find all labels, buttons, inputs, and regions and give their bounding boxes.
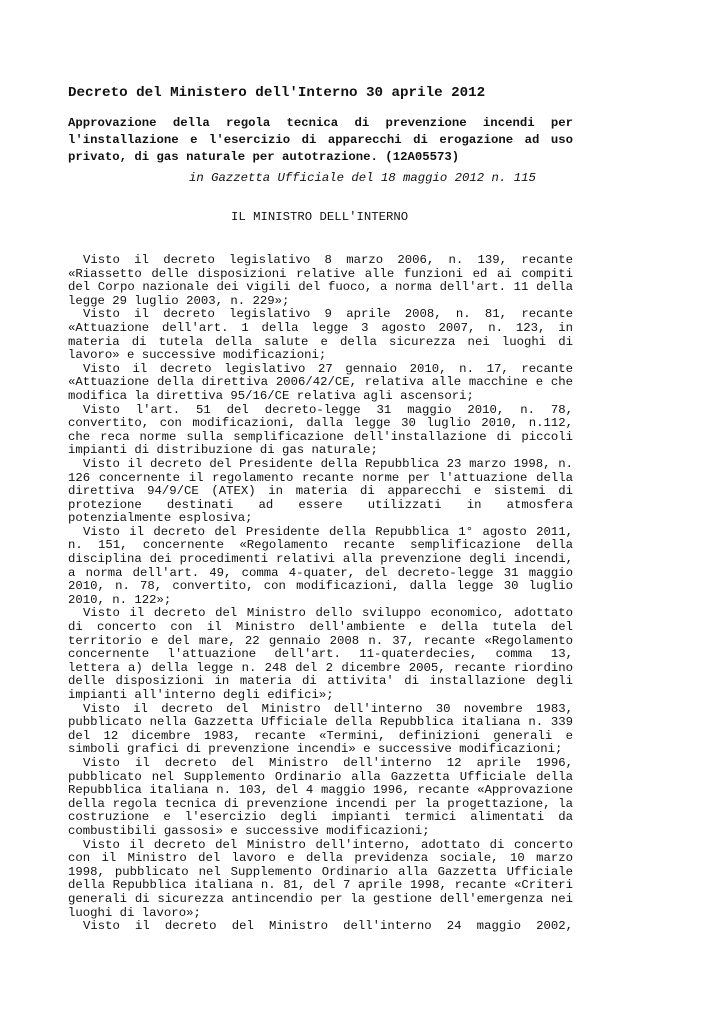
- paragraph: Visto l'art. 51 del decreto-legge 31 maggio 2010, n. 78, convertito, con modificazioni, dalla legge 30 luglio 2010, n.112, che reca norme sulla semplificazione dell'installazione di piccoli impianti di distribuzione di gas naturale;: [68, 402, 573, 458]
- decree-subtitle: Approvazione della regola tecnica di prevenzione incendi per l'installazione e l'esercizio di apparecchi di erogazione ad uso privato, di gas naturale per autotrazione. (12A05573): [68, 116, 573, 164]
- paragraph: Visto il decreto del Ministro dell'interno 24 maggio 2002,: [83, 919, 573, 934]
- paragraph: Visto il decreto legislativo 27 gennaio 2010, n. 17, recante «Attuazione della direttiva 2006/42/CE, relativa alle macchine e che modifica la direttiva 95/16/CE relativa agli ascensori;: [68, 361, 573, 403]
- paragraph: Visto il decreto del Presidente della Repubblica 1° agosto 2011, n. 151, concernente «Regolamento recante semplificazione della disciplina dei procedimenti relativi alla prevenzione degli incendi, a norma dell'art. 49, comma 4-quater, del decreto-legge 31 maggio 2010, n. 78, convertito, con modificazioni, dalla legge 30 luglio 2010, n. 122»;: [68, 524, 573, 607]
- paragraph: Visto il decreto del Presidente della Repubblica 23 marzo 1998, n. 126 concernente il regolamento recante norme per l'attuazione della direttiva 94/9/CE (ATEX) in materia di apparecchi e sistemi di protezione destinati ad essere utilizzati in atmosfera potenzialmente esplosiva;: [68, 456, 573, 526]
- decree-title: Decreto del Ministero dell'Interno 30 aprile 2012: [68, 85, 486, 101]
- decree-body: [68, 254, 573, 934]
- gazzetta-reference: in Gazzetta Ufficiale del 18 maggio 2012 n. 115: [189, 171, 536, 185]
- paragraph: Visto il decreto del Ministro dell'interno, adottato di concerto con il Ministro del lavoro e della previdenza sociale, 10 marzo 1998, pubblicato nel Supplemento Ordinario alla Gazzetta Ufficiale della Repubblica italiana n. 81, del 7 aprile 1998, recante «Criteri generali di sicurezza antincendio per la gestione dell'emergenza nei luoghi di lavoro»;: [68, 837, 573, 920]
- paragraph: Visto il decreto legislativo 9 aprile 2008, n. 81, recante «Attuazione dell'art. 1 della legge 3 agosto 2007, n. 123, in materia di tutela della salute e della sicurezza nei luoghi di lavoro» e successive modificazioni;: [68, 307, 573, 363]
- minister-heading: IL MINISTRO DELL'INTERNO: [231, 210, 409, 224]
- paragraph: Visto il decreto del Ministro dell'interno 12 aprile 1996, pubblicato nel Supplemento Ordinario alla Gazzetta Ufficiale della Repubblica italiana n. 103, del 4 maggio 1996, recante «Approvazione della regola tecnica di prevenzione incendi per la progettazione, la costruzione e l'esercizio degli impianti termici alimentati da combustibili gassosi» e successive modificazioni;: [68, 755, 573, 838]
- paragraph: Visto il decreto legislativo 8 marzo 2006, n. 139, recante «Riassetto delle disposizioni relative alle funzioni ed ai compiti del Corpo nazionale dei vigili del fuoco, a norma dell'art. 11 della legge 29 luglio 2003, n. 229»;: [68, 253, 573, 308]
- paragraph: Visto il decreto del Ministro dell'interno 30 novembre 1983, pubblicato nella Gazzetta Ufficiale della Repubblica italiana n. 339 del 12 dicembre 1983, recante «Termini, definizioni generali e simboli grafici di prevenzione incendi» e successive modificazioni;: [68, 701, 573, 757]
- paragraph: Visto il decreto del Ministro dello sviluppo economico, adottato di concerto con il Ministro dell'ambiente e della tutela del territorio e del mare, 22 gennaio 2008 n. 37, recante «Regolamento concernente l'attuazione dell'art. 11-quaterdecies, comma 13, lettera a) della legge n. 248 del 2 dicembre 2005, recante riordino delle disposizioni in materia di attivita' di installazione degli impianti all'interno degli edifici»;: [68, 606, 573, 702]
